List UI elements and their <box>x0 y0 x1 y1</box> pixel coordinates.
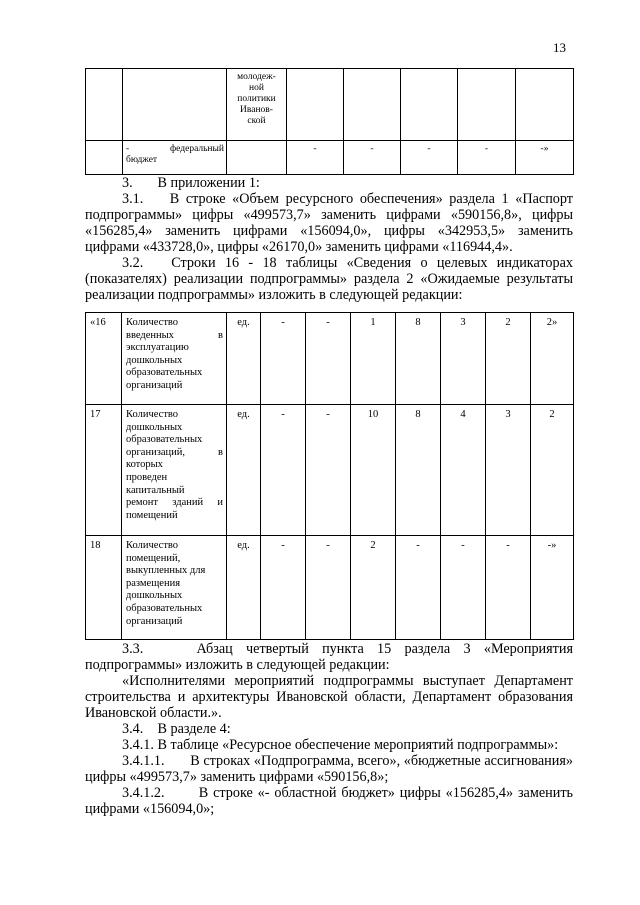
table-row <box>86 69 574 141</box>
unit-cell: ед. <box>227 405 261 536</box>
value-cell: - <box>396 536 441 640</box>
paragraph-3: 3. В приложении 1: <box>122 175 260 191</box>
value-cell: 2 <box>531 405 574 536</box>
value-cell: 8 <box>396 313 441 405</box>
indicator-name: Количество помещений, выкупленных для размещения дошкольных образовательных организаций <box>122 536 227 640</box>
paragraph-3-2: 3.2. Строки 16 - 18 таблицы «Сведения о целевых индикаторах (показателях) реализации подпрограммы» раздела 2 «Ожидаемые результаты реализации подпрограммы» изложить в следующей редакции: <box>85 255 573 303</box>
table-row <box>86 141 574 175</box>
paragraphs-block-a <box>85 175 573 303</box>
value-cell: 3 <box>486 405 531 536</box>
value-cell: 2 <box>486 313 531 405</box>
indicator-name: Количество дошкольных образовательных организаций, в которых проведен капитальный ремонт зданий и помещений <box>122 405 227 536</box>
funding-table-continuation <box>85 68 574 175</box>
value-cell: - <box>306 536 351 640</box>
value-cell: - <box>306 313 351 405</box>
row-number: 17 <box>86 405 122 536</box>
paragraphs-block-b <box>85 641 573 817</box>
value-cell: 10 <box>351 405 396 536</box>
row-number: 18 <box>86 536 122 640</box>
value-cell: 4 <box>441 405 486 536</box>
paragraph-3-4-1: 3.4.1. В таблице «Ресурсное обеспечение мероприятий подпрограммы»: <box>122 737 559 753</box>
value-cell: - <box>401 141 458 175</box>
paragraph-3-4-1-2: 3.4.1.2. В строке «- областной бюджет» цифры «156285,4» заменить цифрами «156094,0»; <box>85 785 573 817</box>
department-cell: молодеж- ной политики Иванов- ской <box>227 69 287 141</box>
indicator-name: Количество введенных в эксплуатацию дошкольных образовательных организаций <box>122 313 227 405</box>
quote-paragraph: «Исполнителями мероприятий подпрограммы выступает Департамент строительства и архитектуры Ивановской области, Департамент образования Ивановской области.». <box>85 673 573 721</box>
paragraph-3-1: 3.1. В строке «Объем ресурсного обеспечения» раздела 1 «Паспорт подпрограммы» цифры «499573,7» заменить цифрами «590156,8», цифры «156285,4» заменить цифрами «156094,0», цифры «342953,5» заменить цифрами «433728,0», цифры «26170,0» заменить цифрами «116944,4». <box>85 191 573 255</box>
page-number: 13 <box>553 40 566 55</box>
value-cell: - <box>486 536 531 640</box>
table-row <box>86 405 574 536</box>
value-cell: 8 <box>396 405 441 536</box>
table-row <box>86 536 574 640</box>
value-cell: - <box>261 313 306 405</box>
paragraph-3-3: 3.3. Абзац четвертый пункта 15 раздела 3 «Мероприятия подпрограммы» изложить в следующей редакции: <box>85 641 573 673</box>
value-cell: - <box>306 405 351 536</box>
indicator-table <box>85 312 574 640</box>
table-row <box>86 313 574 405</box>
value-cell: - <box>261 536 306 640</box>
value-cell: -» <box>516 141 574 175</box>
value-cell: - <box>287 141 344 175</box>
federal-budget-label: - федеральный бюджет <box>123 141 227 175</box>
value-cell: 3 <box>441 313 486 405</box>
value-cell: - <box>261 405 306 536</box>
unit-cell: ед. <box>227 313 261 405</box>
paragraph-3-4: 3.4. В разделе 4: <box>122 721 231 737</box>
unit-cell: ед. <box>227 536 261 640</box>
row-number: «16 <box>86 313 122 405</box>
value-cell: - <box>344 141 401 175</box>
value-cell: 2» <box>531 313 574 405</box>
value-cell: - <box>458 141 516 175</box>
value-cell: 1 <box>351 313 396 405</box>
value-cell: - <box>441 536 486 640</box>
paragraph-3-4-1-1: 3.4.1.1. В строках «Подпрограмма, всего», «бюджетные ассигнования» цифры «499573,7» заменить цифрами «590156,8»; <box>85 753 573 785</box>
value-cell: 2 <box>351 536 396 640</box>
value-cell: -» <box>531 536 574 640</box>
